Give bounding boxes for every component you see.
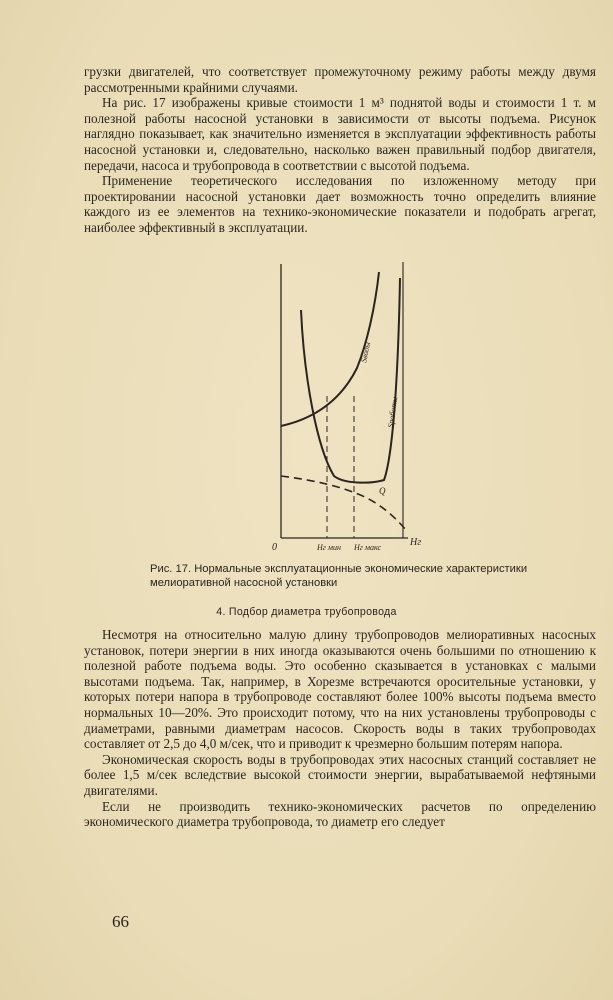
label-curve-q: Q [379, 486, 386, 496]
curve-q [281, 476, 406, 530]
label-h-min: Hг мин [317, 543, 341, 552]
label-h-max: Hг макс [354, 543, 381, 552]
figure-17-chart [272, 258, 432, 558]
label-origin: 0 [272, 542, 277, 553]
label-curve-voda: Sводы [359, 341, 373, 364]
paragraph: Экономическая скорость воды в трубопроводах этих насосных станций составляет не более 1,5 м/сек вследствие высокой стоимости энергии, вырабатываемой нефтяными двигателями. [84, 751, 596, 798]
paragraph: Несмотря на относительно малую длину трубопроводов мелиоративных насосных установок, потери энергии в них иногда оказываются очень большими по отношению к полезной работе подъема воды. Это особенно сказывается в установках с малыми высотами подъема. Так, например, в Хорезме встречаются оросительные установки, у которых потери напора в трубопроводе составляют более 100% высоты подъема вместо нормальных 10—20%. Это происходит потому, что на них установлены трубопроводы с диаметрами, равными диаметрам насосов. Скорость воды в таких трубопроводах составляет от 2,5 до 4,0 м/сек, что и приводит к чрезмерно большим потерям напора. [84, 627, 596, 752]
paragraph: Если не производить технико-экономических расчетов по определению экономического диаметра трубопровода, то диаметр его следует [84, 798, 596, 830]
label-x-axis: Hг [410, 537, 422, 548]
page-number: 66 [112, 912, 129, 931]
paragraph: Применение теоретического исследования по изложенному методу при проектировании насосной установки дает возможность точно определить влияние каждого из ее элементов на технико-экономические показатели и подобрать агрегат, наиболее эффективный в эксплуатации. [84, 173, 596, 235]
body-text-top [84, 64, 596, 236]
caption-number: Рис. 17. [150, 563, 192, 575]
label-curve-raboty: Sработы [386, 396, 400, 429]
paragraph: На рис. 17 изображены кривые стоимости 1 м³ поднятой воды и стоимости 1 т. м полезной работы насосной установки в зависимости от высоты подъема. Рисунок наглядно показывает, как значительно изменяется в эксплуатации эффективность работы насосной установки и, следовательно, насколько важен правильный подбор двигателя, передачи, насоса и трубопровода в соответствии с высотой подъема. [84, 95, 596, 173]
caption-text: Нормальные эксплуатационные экономические характеристики мелиоративной насосной установки [150, 563, 528, 589]
section-heading: 4. Подбор диаметра трубопровода [216, 606, 397, 618]
figure-caption [150, 563, 580, 590]
body-text-bottom [84, 627, 596, 830]
paragraph: грузки двигателей, что соответствует промежуточному режиму работы между двумя рассмотренными крайними случаями. [84, 64, 596, 95]
